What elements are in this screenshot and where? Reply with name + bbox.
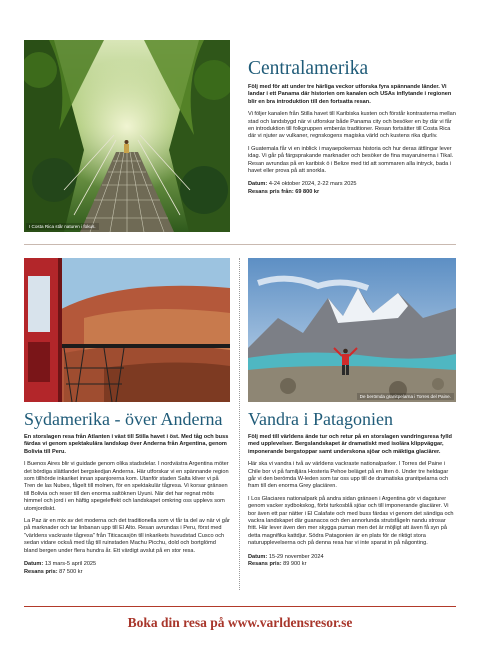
central-paragraph-2: I Guatemala får vi en inblick i mayaepokernas historia och hur deras ättlingar lever idag. Vi går på färgsprakande marknader och besöker de fina mayaruinerna i Tikal. Resan avrundas på en karibisk ö i Belize med tid att sommaren alla intryck, bada i havet eller prova på att snorkla.	[248, 145, 454, 175]
rainforest-bridge-photo	[24, 40, 230, 232]
patagonia-paragraph-1: Här ska vi vandra i två av världens vackraste nationalparker. I Torres del Paine i Chile bor vi på familjära Hosteria Pehoe beläget på en liten ö. Under tre heldagar går vi den berömda W-leden som tar oss upp till de dramatiska granitpelarna och fram till den enorma Grey glaciären.	[248, 461, 449, 490]
dates-value: 15-29 november 2024	[268, 553, 324, 560]
andes-train-photo	[24, 258, 230, 402]
price-label: Resans pris:	[24, 568, 58, 575]
torres-del-paine-photo	[248, 258, 456, 402]
section-divider	[24, 244, 456, 245]
dates-label: Datum:	[248, 553, 268, 560]
central-lead: Följ med för att under tre härliga veckor utforska fyra spännande länder. Vi landar i ett Panama där historien om kanalen och USAs inflytande i regionen blir en bra introduktion till den fortsatta resan.	[248, 84, 452, 105]
patagonia-dates	[248, 554, 456, 569]
south-title: Sydamerika - över Anderna	[24, 409, 223, 429]
patagonia-paragraph-2: I Los Glaciares nationalpark på andra sidan gränsen i Argentina gör vi dagsturer genom vacker sydbokskog, förbi turkosblå sjöar och till imponerande glaciärer. Vi bor även ett par nätter i El Calafate och med buss färdas vi genom det sändiga och vackra landskapet där guanacos och den annorlunda strutsfågeln nandu strosar fritt. Här lever även den mer skygga puman men det är möjligt att även få syn på detta magnifika kattdjur. Södra Patagonien är en plats för de riktigt stora naturupplevelserna och på denna resa har vi inte sparat in på någonting.	[248, 495, 454, 547]
south-lead: En storslagen resa från Atlanten i väst till Stilla havet i öst. Med tåg och buss färdas vi genom spektakulära landskap över Anderna från Argentina, genom Bolivia till Peru.	[24, 434, 229, 455]
price-value: 87 500 kr	[59, 568, 83, 575]
dates-value: 13 mars-5 april 2025	[44, 561, 97, 568]
patagonia-lead: Följ med till världens ände tur och retur på en storslagen vandringsresa fylld med upplevelser. Bergslandskapet är dramatiskt med isolära klippväggar, imponerande bergstoppar samt underskona sjöar och mäktiga glaciärer.	[248, 434, 452, 455]
price-value: 89 900 kr	[283, 561, 307, 568]
central-title: Centralamerika	[248, 58, 369, 79]
central-dates	[248, 181, 456, 196]
booking-link[interactable]: Boka din resa på www.varldensresor.se	[127, 615, 353, 630]
price-value: 69 800 kr	[295, 188, 320, 195]
photo-caption: De berömda granitpelarna i Torres del Paine.	[357, 393, 454, 400]
price-label: Resans pris:	[248, 561, 282, 568]
central-paragraph-1: Vi följer kanalen från Stilla havet till Karibiska kusten och förstår kontrasterna mellan stad och landsbygd när vi utforskar både Panama city och besöker en by där vi får en introduktion till folkgruppen emberás traditioner. Resan fortsätter till Costa Rica där vi njuter av vulkaner, regnskogens magiska värld och kustens rika djurliv.	[248, 111, 456, 140]
south-paragraph-2: La Paz är en mix av det moderna och det traditionella som vi får ta del av när vi går på marknader och tar linbanan upp till El Alto. Resan avrundas i Peru, först med "världens vackraste tågresa" från Titicacasjön till inkarikets huvudstad Cusco och sedan vidare också med tåg till ruinstaden Machu Picchu, dold och bortglömd bland bergen under flera hundra år. Ett värdigt avslut på en stor resa.	[24, 518, 230, 554]
footer-rule	[24, 606, 456, 607]
column-divider	[239, 258, 240, 590]
photo-caption: I Costa Rica står naturen i fokus.	[26, 223, 99, 230]
patagonia-title: Vandra i Patagonien	[248, 409, 393, 429]
patagonia-text-column	[248, 434, 456, 569]
south-dates	[24, 561, 230, 576]
dates-label: Datum:	[24, 561, 44, 568]
central-text-column	[248, 84, 456, 196]
dates-label: Datum:	[248, 181, 268, 188]
price-label: Resans pris från:	[248, 188, 294, 195]
south-text-column	[24, 434, 230, 576]
south-paragraph-1: I Buenos Aires blir vi guidade genom olika stadsdelar. I nordvästra Argentina möter det bördiga slättlandet bergskedjan Anderna. Här utforskar vi en spännande region som tillhörde inkariket innan spanjorerna kom. Utanför staden Salta kliver vi på Tren de las Nubes, fågelt till molnen, för en spektakulär tågresa. Vi korsar gränsen till Bolivia och reser till den enorma saltöknen Uyuni. När det har regnat möts himmel och jord i en häftig spegeleffekt och landskapet omkring oss upplevs som utomjordiskt.	[24, 461, 229, 512]
dates-value: 4-24 oktober 2024, 2-22 mars 2025	[268, 181, 357, 188]
